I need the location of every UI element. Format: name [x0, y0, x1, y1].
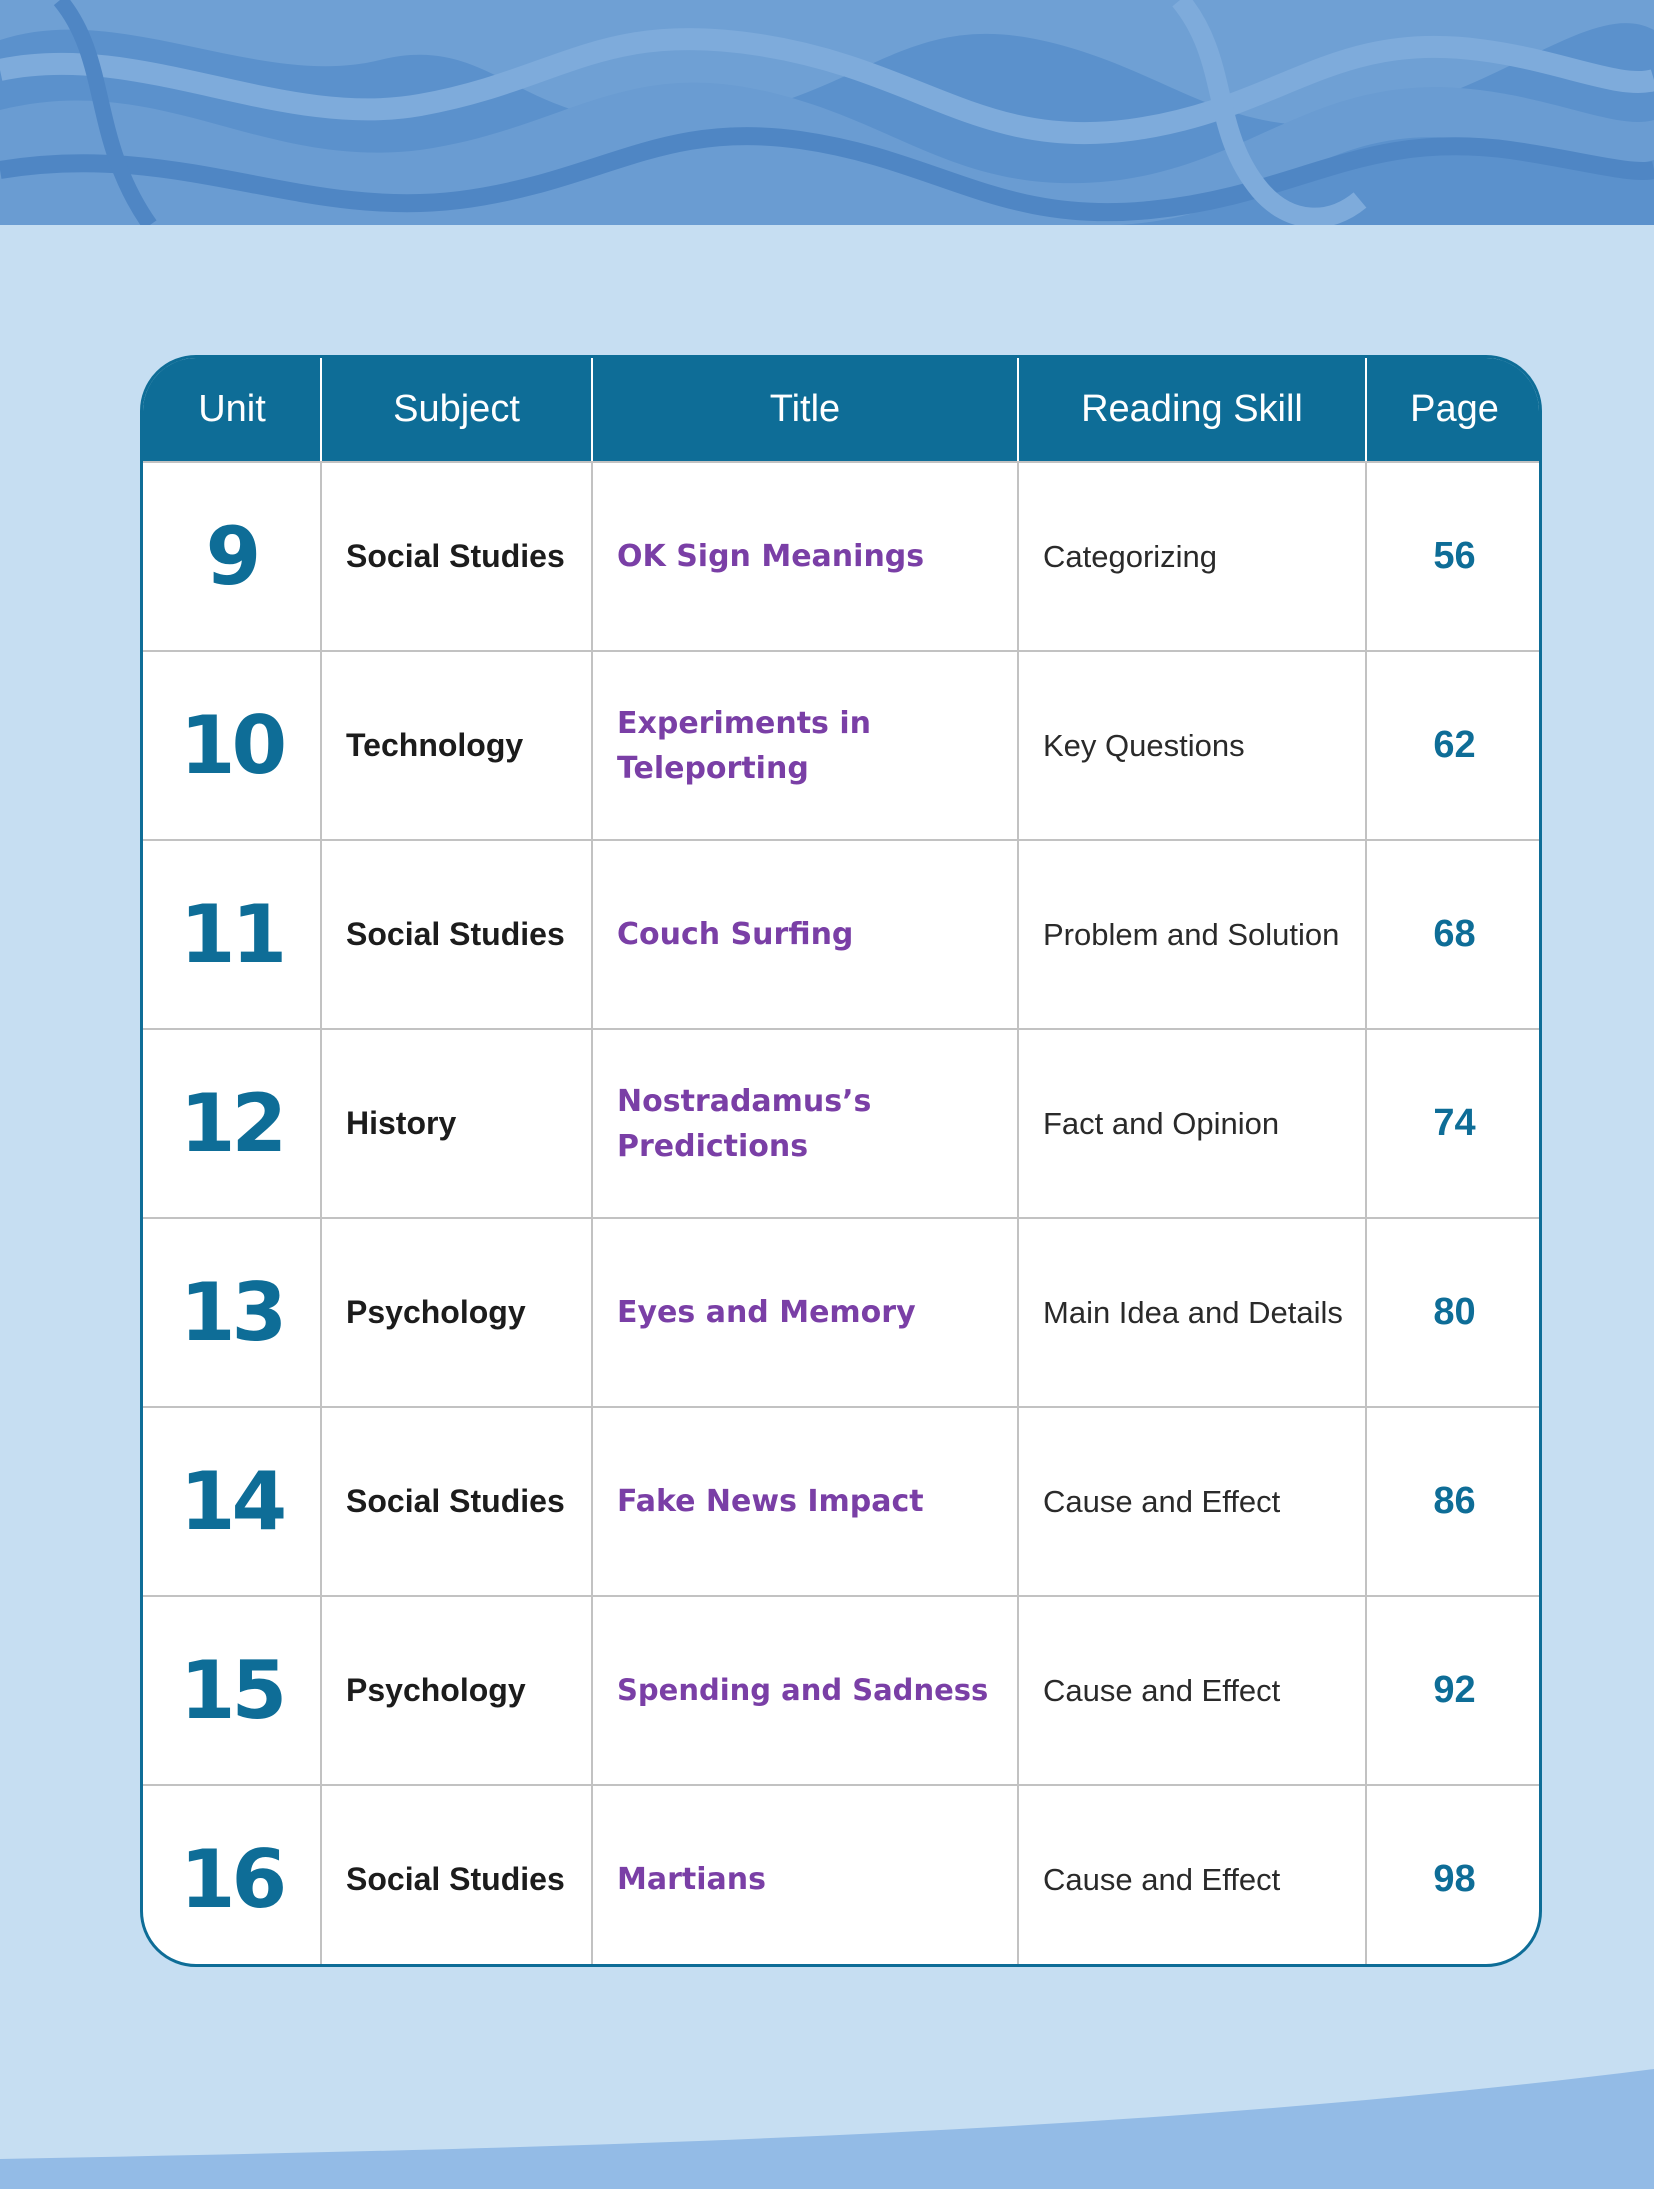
page-number: 62 — [1433, 724, 1476, 766]
unit-number: 10 — [179, 699, 284, 792]
title-cell: Couch Surfing — [617, 917, 854, 952]
page-number: 68 — [1433, 913, 1476, 955]
table-row — [143, 1406, 1539, 1595]
page-number: 92 — [1433, 1669, 1476, 1711]
table-row — [143, 1217, 1539, 1406]
table-header — [143, 358, 1539, 461]
page-number: 86 — [1433, 1480, 1476, 1522]
table-row — [143, 1595, 1539, 1784]
title-cell: Fake News Impact — [617, 1484, 924, 1519]
unit-number: 12 — [179, 1077, 284, 1170]
subject-cell: Psychology — [346, 1672, 526, 1708]
decorative-top-banner — [0, 0, 1654, 225]
subject-cell: Psychology — [346, 1294, 526, 1330]
title-cell: Spending and Sadness — [617, 1673, 989, 1707]
page-number: 98 — [1433, 1858, 1476, 1900]
table-row — [143, 839, 1539, 1028]
header-divider — [1365, 358, 1367, 461]
header-divider — [320, 358, 322, 461]
table-row — [143, 461, 1539, 650]
title-cell: Experiments in Teleporting — [617, 705, 871, 786]
title-cell: Nostradamus’s Predictions — [617, 1083, 872, 1164]
reading-skill-cell: Fact and Opinion — [1043, 1105, 1280, 1141]
subject-cell: History — [346, 1105, 457, 1141]
reading-skill-cell: Key Questions — [1043, 727, 1245, 763]
reading-skill-cell: Categorizing — [1043, 538, 1218, 574]
unit-number: 16 — [179, 1833, 284, 1926]
unit-number: 15 — [179, 1644, 284, 1737]
decorative-bottom-wave — [0, 2019, 1654, 2189]
table-row — [143, 1784, 1539, 1967]
title-cell: Eyes and Memory — [617, 1295, 916, 1330]
header-page: Page — [1410, 388, 1499, 430]
reading-skill-cell: Cause and Effect — [1043, 1483, 1281, 1519]
header-divider — [591, 358, 593, 461]
reading-skill-cell: Main Idea and Details — [1043, 1294, 1343, 1330]
unit-number: 13 — [179, 1266, 284, 1359]
subject-cell: Social Studies — [346, 538, 565, 574]
reading-skill-cell: Cause and Effect — [1043, 1861, 1281, 1897]
subject-cell: Social Studies — [346, 1483, 565, 1519]
unit-number: 14 — [179, 1455, 284, 1548]
header-reading-skill: Reading Skill — [1081, 388, 1303, 430]
table-row — [143, 1028, 1539, 1217]
title-cell: OK Sign Meanings — [617, 539, 925, 574]
subject-cell: Social Studies — [346, 1861, 565, 1897]
page-number: 56 — [1433, 535, 1476, 577]
subject-cell: Technology — [346, 727, 524, 763]
title-cell: Martians — [617, 1862, 766, 1897]
reading-skill-cell: Problem and Solution — [1043, 916, 1340, 952]
table-of-contents — [140, 355, 1542, 1967]
reading-skill-cell: Cause and Effect — [1043, 1672, 1281, 1708]
header-divider — [1017, 358, 1019, 461]
page-number: 80 — [1433, 1291, 1476, 1333]
header-subject: Subject — [393, 388, 520, 430]
header-title: Title — [769, 388, 841, 430]
page-number: 74 — [1433, 1102, 1476, 1144]
table-row — [143, 650, 1539, 839]
unit-number: 9 — [205, 510, 258, 603]
subject-cell: Social Studies — [346, 916, 565, 952]
unit-number: 11 — [179, 888, 284, 981]
header-unit: Unit — [198, 388, 266, 430]
